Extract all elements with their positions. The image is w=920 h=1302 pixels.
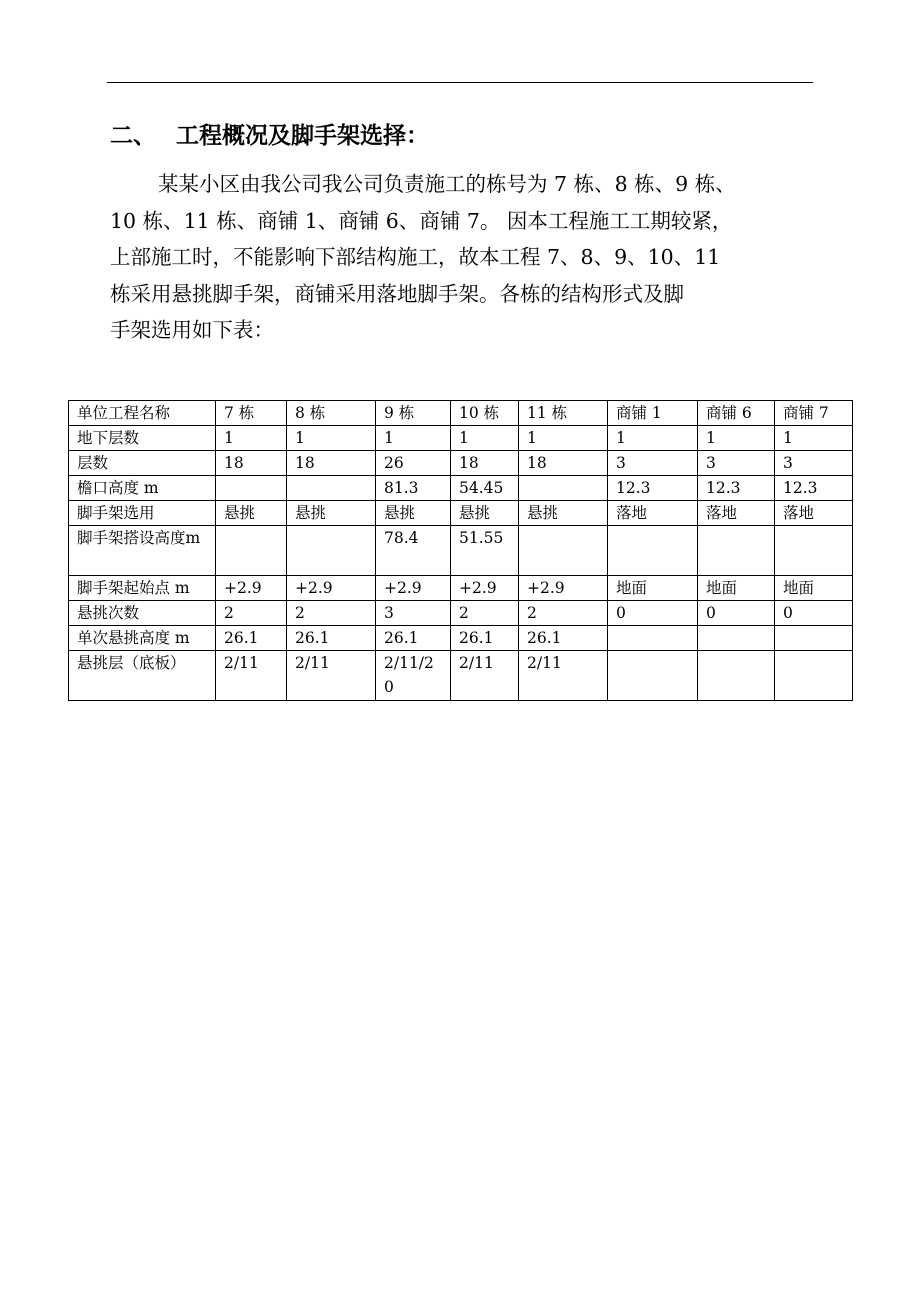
table-cell — [698, 626, 775, 651]
table-row — [69, 576, 853, 601]
table-cell: 26.1 — [287, 626, 376, 651]
table-cell: 2 — [451, 601, 519, 626]
table-cell — [287, 476, 376, 501]
table-cell: 26.1 — [451, 626, 519, 651]
table-cell: +2.9 — [451, 576, 519, 601]
table-cell: 商铺 6 — [698, 401, 775, 426]
table-cell — [519, 526, 608, 576]
table-cell: 悬挑 — [519, 501, 608, 526]
row-label-cell: 脚手架选用 — [69, 501, 216, 526]
table-cell: 2 — [216, 601, 287, 626]
table-cell: 2/11 — [216, 651, 287, 701]
row-label-cell: 悬挑层（底板） — [69, 651, 216, 701]
row-label-cell: 单位工程名称 — [69, 401, 216, 426]
table-cell: 悬挑 — [451, 501, 519, 526]
table-cell: 9 栋 — [376, 401, 451, 426]
table-cell — [216, 526, 287, 576]
table-cell: +2.9 — [376, 576, 451, 601]
table-cell: 8 栋 — [287, 401, 376, 426]
table-cell: 落地 — [608, 501, 698, 526]
paragraph-line: 手架选用如下表： — [110, 318, 274, 343]
table-cell: 18 — [519, 451, 608, 476]
table-cell: +2.9 — [216, 576, 287, 601]
table-cell — [608, 651, 698, 701]
table-cell — [608, 626, 698, 651]
table-cell: 地面 — [608, 576, 698, 601]
section-heading — [110, 118, 429, 154]
table-row — [69, 526, 853, 576]
table-cell: 2/11/20 — [376, 651, 451, 701]
table-cell: 悬挑 — [216, 501, 287, 526]
table-cell: 悬挑 — [376, 501, 451, 526]
header-rule — [107, 82, 813, 83]
paragraph-line: 某某小区由我公司我公司负责施工的栋号为 7 栋、8 栋、9 栋、 — [158, 172, 736, 196]
table-cell: 地面 — [698, 576, 775, 601]
table-cell: 3 — [376, 601, 451, 626]
table-cell: 18 — [287, 451, 376, 476]
table-cell: 26.1 — [216, 626, 287, 651]
table-cell: 2/11 — [519, 651, 608, 701]
row-label-cell: 脚手架搭设高度m — [69, 526, 216, 576]
table-cell: 1 — [698, 426, 775, 451]
table-cell: 1 — [216, 426, 287, 451]
table-cell: 落地 — [698, 501, 775, 526]
table-row — [69, 501, 853, 526]
table-cell — [698, 651, 775, 701]
table-cell: 26.1 — [376, 626, 451, 651]
table-cell: 12.3 — [775, 476, 853, 501]
table-row — [69, 451, 853, 476]
table-cell: 3 — [775, 451, 853, 476]
table-cell — [775, 526, 853, 576]
table-row — [69, 476, 853, 501]
table-cell: 悬挑 — [287, 501, 376, 526]
table-cell: 商铺 1 — [608, 401, 698, 426]
table-cell: 商铺 7 — [775, 401, 853, 426]
table-cell — [775, 626, 853, 651]
table-cell: 3 — [608, 451, 698, 476]
table-cell: 0 — [775, 601, 853, 626]
table-cell: 3 — [698, 451, 775, 476]
row-label-cell: 单次悬挑高度 m — [69, 626, 216, 651]
table-cell: 1 — [376, 426, 451, 451]
table-cell: 12.3 — [698, 476, 775, 501]
table-cell: 26.1 — [519, 626, 608, 651]
table-header-row — [69, 401, 853, 426]
row-label-cell: 脚手架起始点 m — [69, 576, 216, 601]
paragraph-line: 上部施工时，不能影响下部结构施工，故本工程 7、8、9、10、11 — [110, 245, 721, 270]
section-title: 工程概况及脚手架选择： — [176, 123, 429, 149]
row-label-cell: 檐口高度 m — [69, 476, 216, 501]
paragraph-line: 10 栋、11 栋、商铺 1、商铺 6、商铺 7。 因本工程施工工期较紧， — [110, 208, 733, 233]
row-label-cell: 层数 — [69, 451, 216, 476]
table-cell: 11 栋 — [519, 401, 608, 426]
table-cell: 1 — [287, 426, 376, 451]
table-row — [69, 601, 853, 626]
table-cell — [608, 526, 698, 576]
table-cell: 0 — [608, 601, 698, 626]
table-cell: 落地 — [775, 501, 853, 526]
table-cell: 1 — [608, 426, 698, 451]
table-cell: 2 — [519, 601, 608, 626]
table-cell: 51.55 — [451, 526, 519, 576]
table-row — [69, 426, 853, 451]
table-cell: 2/11 — [451, 651, 519, 701]
table-cell: 18 — [216, 451, 287, 476]
table-cell: 0 — [698, 601, 775, 626]
table-cell — [287, 526, 376, 576]
table-cell: 2/11 — [287, 651, 376, 701]
table-cell: 1 — [451, 426, 519, 451]
table-cell: 78.4 — [376, 526, 451, 576]
section-number: 二、 — [110, 123, 156, 149]
table-cell: 26 — [376, 451, 451, 476]
paragraph-line: 栋采用悬挑脚手架，商铺采用落地脚手架。各栋的结构形式及脚 — [110, 281, 684, 306]
scaffold-spec-table — [68, 400, 853, 701]
table-row — [69, 626, 853, 651]
overview-paragraph — [110, 166, 814, 349]
row-label-cell: 悬挑次数 — [69, 601, 216, 626]
table-cell: 54.45 — [451, 476, 519, 501]
table-cell: 12.3 — [608, 476, 698, 501]
table-cell: +2.9 — [287, 576, 376, 601]
row-label-cell: 地下层数 — [69, 426, 216, 451]
table-row — [69, 651, 853, 701]
table-cell: 1 — [519, 426, 608, 451]
table-cell: +2.9 — [519, 576, 608, 601]
table-cell — [519, 476, 608, 501]
table-cell: 1 — [775, 426, 853, 451]
table-cell: 18 — [451, 451, 519, 476]
table-cell: 81.3 — [376, 476, 451, 501]
table-cell — [698, 526, 775, 576]
table-cell — [775, 651, 853, 701]
table-cell: 2 — [287, 601, 376, 626]
table-cell: 7 栋 — [216, 401, 287, 426]
table-cell: 10 栋 — [451, 401, 519, 426]
table-cell — [216, 476, 287, 501]
table-cell: 地面 — [775, 576, 853, 601]
